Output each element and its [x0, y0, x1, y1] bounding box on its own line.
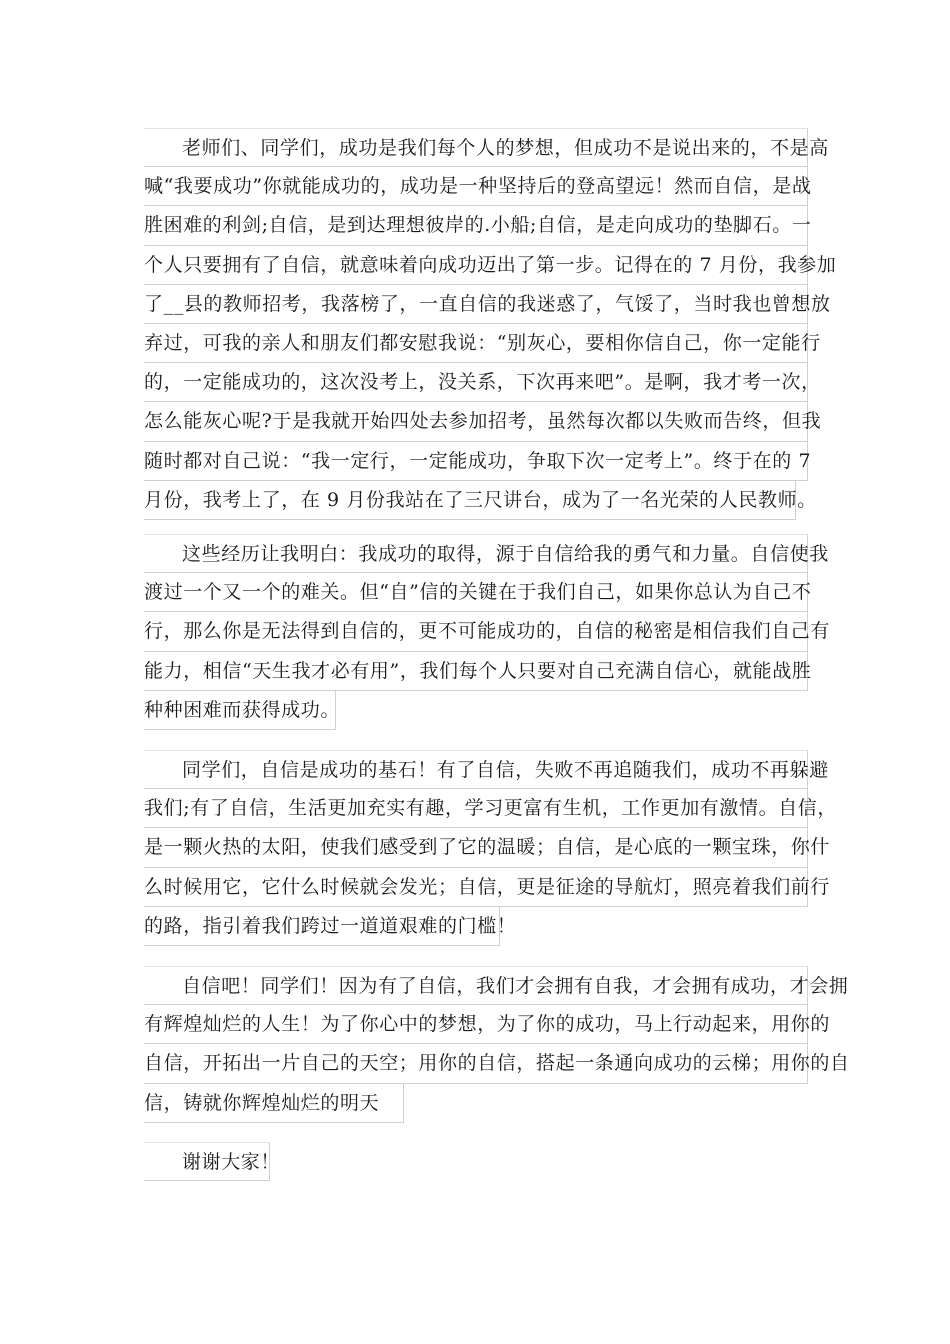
text-line: 我们;有了自信，生活更加充实有趣，学习更富有生机，工作更加有激情。自信， — [144, 789, 808, 828]
text-line: 自信吧！同学们！因为有了自信，我们才会拥有自我，才会拥有成功，才会拥 — [144, 966, 808, 1005]
text-line: 渡过一个又一个的难关。但“自”信的关键在于我们自己，如果你总认为自己不 — [144, 573, 808, 612]
text-line: 个人只要拥有了自信，就意味着向成功迈出了第一步。记得在的 7 月份，我参加 — [144, 246, 808, 285]
text-line: 喊“我要成功”你就能成功的，成功是一种坚持后的登高望远！然而自信，是战 — [144, 167, 808, 206]
text-line: 么时候用它，它什么时候就会发光；自信，更是征途的导航灯，照亮着我们前行 — [144, 868, 808, 907]
paragraph-5 — [144, 1142, 808, 1181]
paragraph-1 — [144, 128, 837, 520]
text-line: 胜困难的利剑;自信，是到达理想彼岸的.小船;自信，是走向成功的垫脚石。一 — [144, 206, 808, 245]
paragraph-3 — [144, 750, 838, 946]
closing-line: 谢谢大家！ — [144, 1142, 270, 1181]
text-line: 怎么能灰心呢?于是我就开始四处去参加招考，虽然每次都以失败而告终，但我 — [144, 402, 808, 441]
text-line: 随时都对自己说：“我一定行，一定能成功，争取下次一定考上”。终于在的 7 — [144, 442, 808, 481]
text-line: 行，那么你是无法得到自信的，更不可能成功的，自信的秘密是相信我们自己有 — [144, 612, 808, 651]
text-line: 自信，开拓出一片自己的天空；用你的自信，搭起一条通向成功的云梯；用你的自 — [144, 1044, 808, 1083]
text-line: 能力，相信“天生我才必有用”，我们每个人只要对自己充满自信心，就能战胜 — [144, 652, 808, 691]
text-line: 同学们，自信是成功的基石！有了自信，失败不再追随我们，成功不再躲避 — [144, 750, 808, 789]
text-line: 是一颗火热的太阳，使我们感受到了它的温暖；自信，是心底的一颗宝珠，你什 — [144, 828, 808, 867]
text-line: 的路，指引着我们跨过一道道艰难的门槛！ — [144, 907, 500, 946]
paragraph-2 — [144, 534, 831, 730]
text-line: 弃过，可我的亲人和朋友们都安慰我说：“别灰心，要相你信自己，你一定能行 — [144, 324, 808, 363]
paragraph-4 — [144, 966, 850, 1123]
text-line: 老师们、同学们，成功是我们每个人的梦想，但成功不是说出来的，不是高 — [144, 128, 808, 167]
text-line: 种种困难而获得成功。 — [144, 691, 336, 730]
text-line: 这些经历让我明白：我成功的取得，源于自信给我的勇气和力量。自信使我 — [144, 534, 808, 573]
text-line: 有辉煌灿烂的人生！为了你心中的梦想，为了你的成功，马上行动起来，用你的 — [144, 1005, 808, 1044]
text-line: 的，一定能成功的，这次没考上，没关系，下次再来吧”。是啊，我才考一次， — [144, 363, 808, 402]
text-line: 了__县的教师招考，我落榜了，一直自信的我迷惑了，气馁了，当时我也曾想放 — [144, 285, 808, 324]
text-line: 月份，我考上了，在 9 月份我站在了三尺讲台，成为了一名光荣的人民教师。 — [144, 481, 796, 520]
text-line: 信，铸就你辉煌灿烂的明天 — [144, 1084, 404, 1123]
